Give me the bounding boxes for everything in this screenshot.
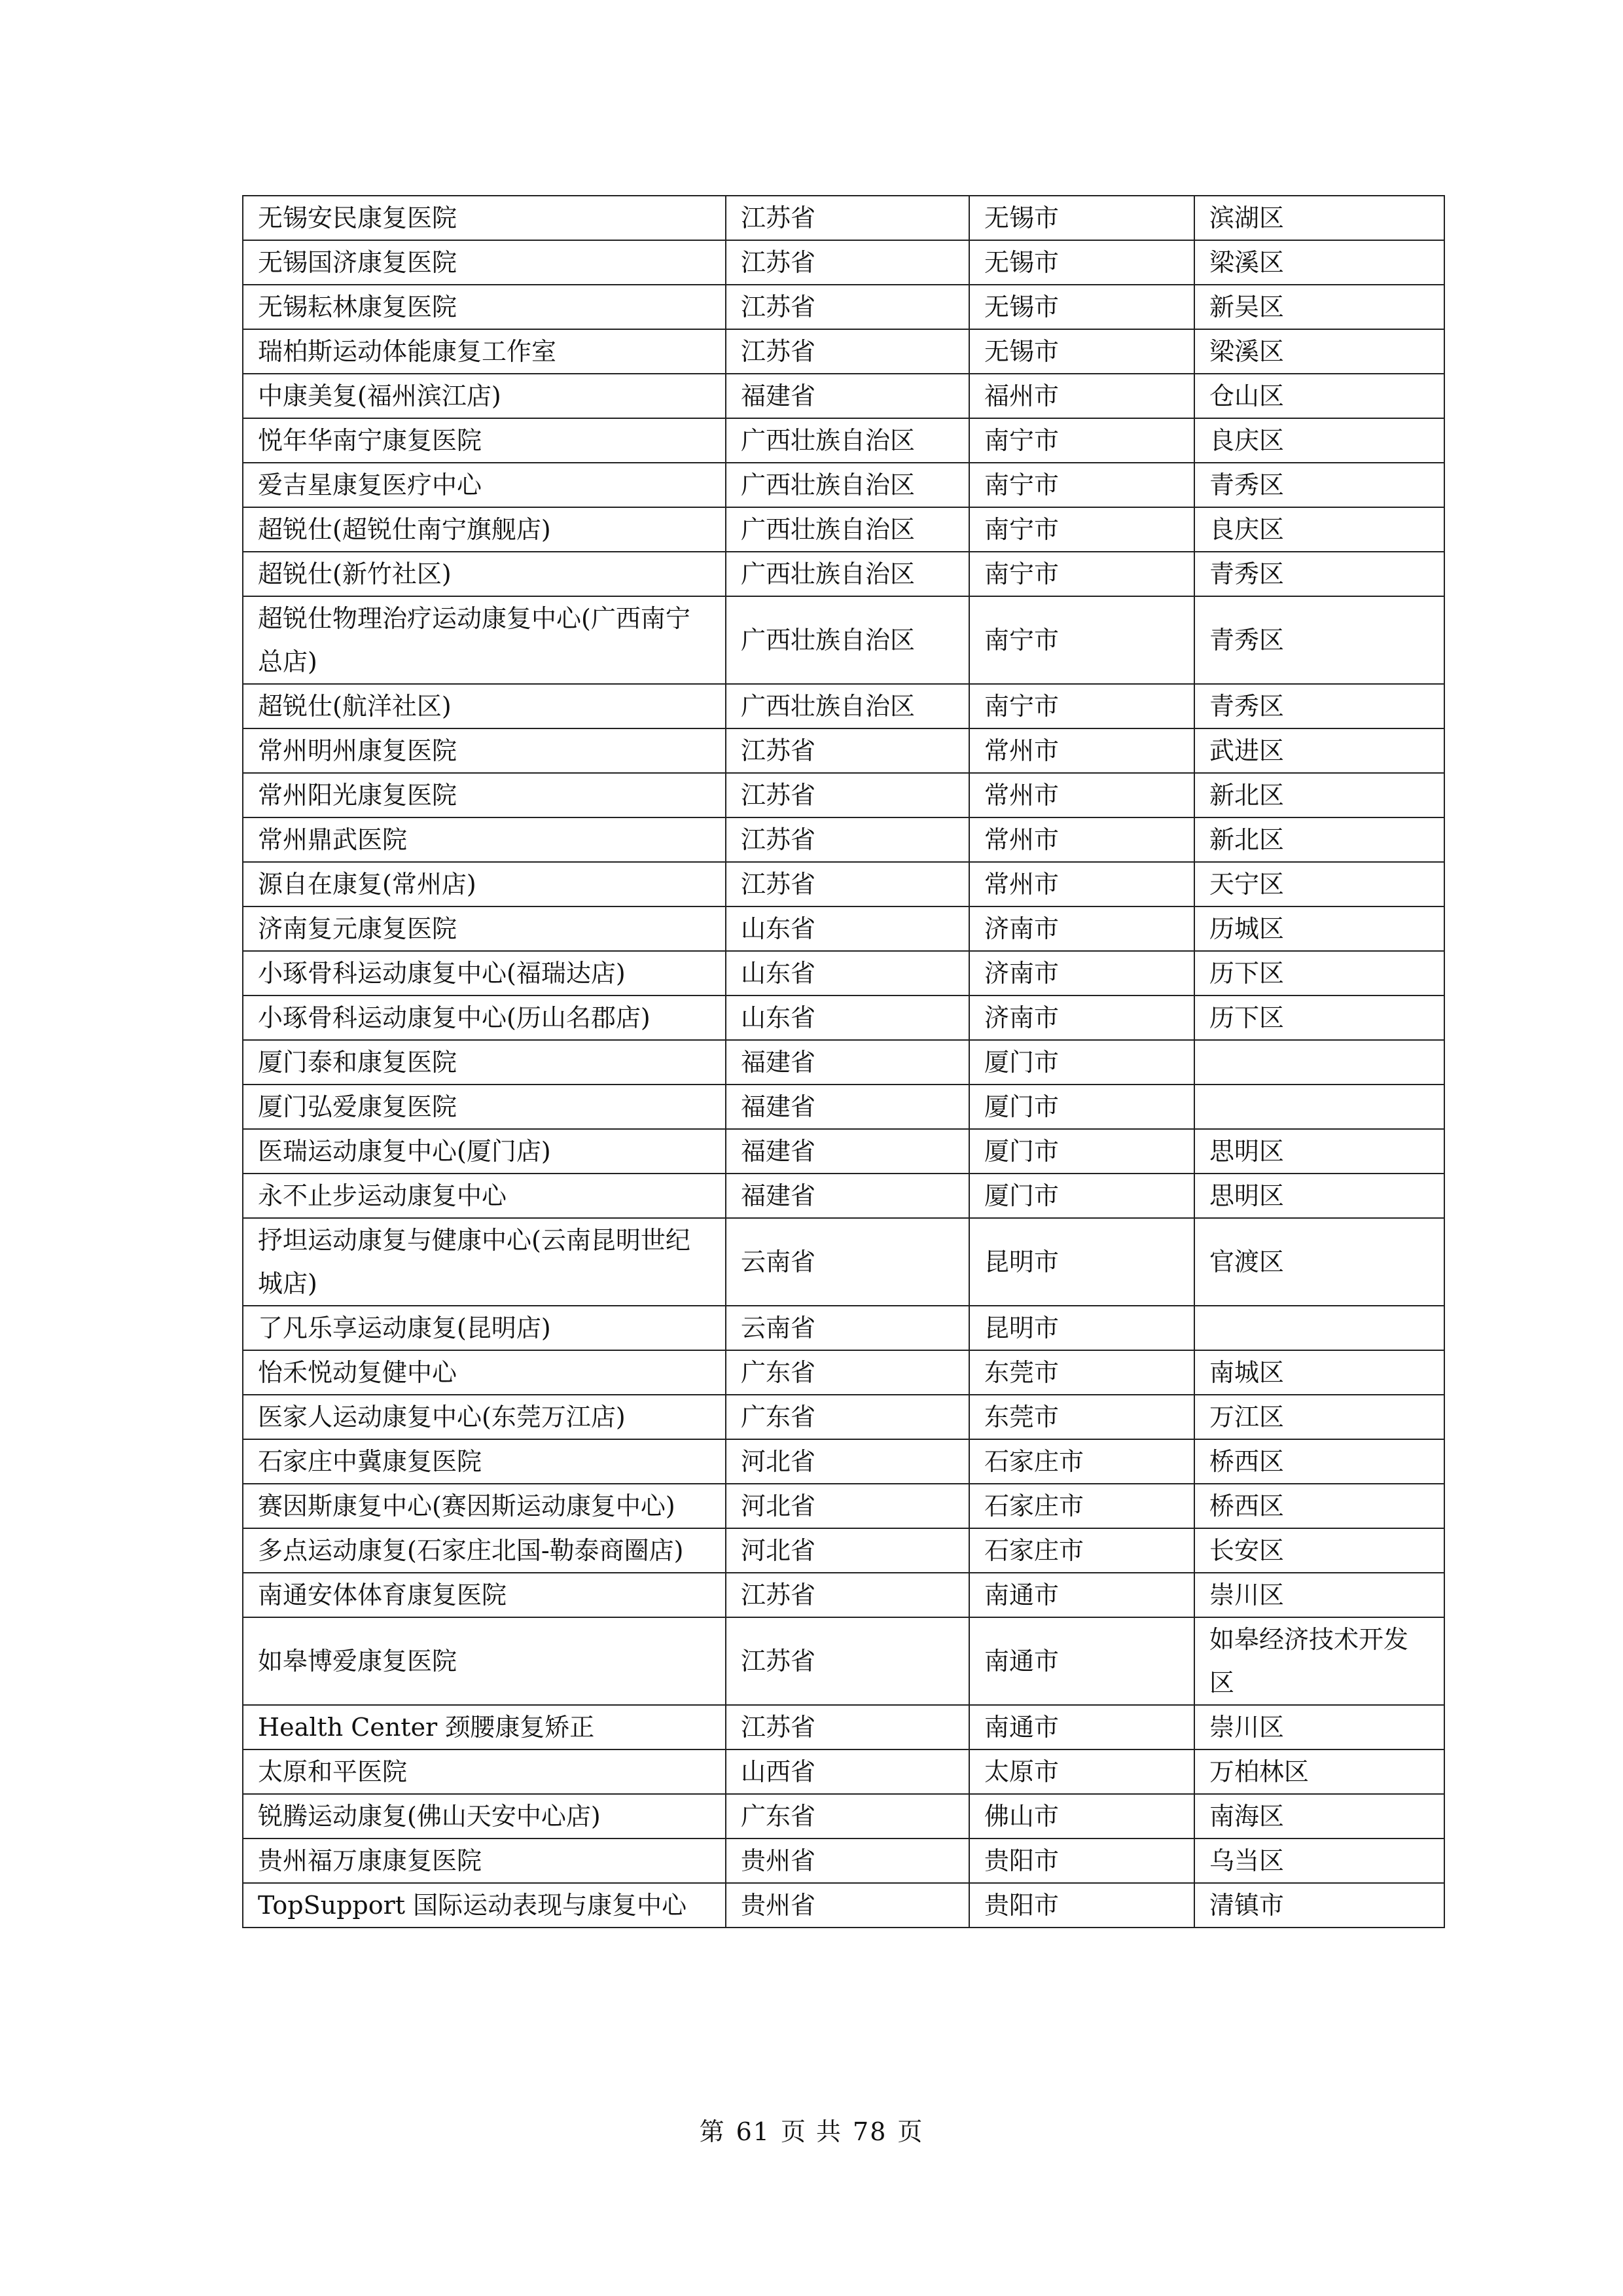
facility-name-cell: 医瑞运动康复中心(厦门店)	[243, 1129, 726, 1174]
city-cell: 南宁市	[969, 552, 1194, 596]
facility-name-cell: 超锐仕(新竹社区)	[243, 552, 726, 596]
province-cell: 山东省	[726, 951, 969, 996]
facility-name-cell: 太原和平医院	[243, 1749, 726, 1794]
table-row	[243, 951, 1444, 996]
city-cell: 南通市	[969, 1617, 1194, 1705]
district-cell: 天宁区	[1194, 862, 1444, 906]
table-row	[243, 1174, 1444, 1218]
province-cell: 贵州省	[726, 1839, 969, 1883]
table-row	[243, 285, 1444, 329]
city-cell: 贵阳市	[969, 1839, 1194, 1883]
district-cell: 万江区	[1194, 1395, 1444, 1439]
table-row	[243, 329, 1444, 374]
district-cell: 新北区	[1194, 817, 1444, 862]
table-row	[243, 996, 1444, 1040]
facility-name-cell: 悦年华南宁康复医院	[243, 418, 726, 463]
district-cell: 青秀区	[1194, 552, 1444, 596]
district-cell: 思明区	[1194, 1129, 1444, 1174]
district-cell: 青秀区	[1194, 596, 1444, 684]
table-row	[243, 1040, 1444, 1085]
facility-name-cell: 超锐仕(航洋社区)	[243, 684, 726, 728]
district-cell: 仓山区	[1194, 374, 1444, 418]
province-cell: 云南省	[726, 1218, 969, 1306]
table-row	[243, 1749, 1444, 1794]
table-row	[243, 552, 1444, 596]
city-cell: 济南市	[969, 951, 1194, 996]
district-cell: 新北区	[1194, 773, 1444, 817]
facility-table	[242, 195, 1445, 1928]
province-cell: 江苏省	[726, 329, 969, 374]
city-cell: 厦门市	[969, 1040, 1194, 1085]
city-cell: 石家庄市	[969, 1528, 1194, 1573]
city-cell: 厦门市	[969, 1085, 1194, 1129]
footer-suffix: 页	[897, 2117, 924, 2146]
district-cell: 滨湖区	[1194, 196, 1444, 240]
table-row	[243, 1395, 1444, 1439]
table-row	[243, 596, 1444, 684]
city-cell: 南宁市	[969, 684, 1194, 728]
province-cell: 江苏省	[726, 862, 969, 906]
city-cell: 石家庄市	[969, 1439, 1194, 1484]
table-row	[243, 196, 1444, 240]
district-cell: 梁溪区	[1194, 329, 1444, 374]
province-cell: 广东省	[726, 1395, 969, 1439]
facility-name-cell: 如皋博爱康复医院	[243, 1617, 726, 1705]
district-cell: 乌当区	[1194, 1839, 1444, 1883]
district-cell	[1194, 1040, 1444, 1085]
facility-name-cell: 医家人运动康复中心(东莞万江店)	[243, 1395, 726, 1439]
current-page-number: 61	[736, 2117, 770, 2146]
table-row	[243, 1839, 1444, 1883]
footer-middle: 页 共	[780, 2117, 843, 2146]
district-cell: 崇川区	[1194, 1573, 1444, 1617]
city-cell: 无锡市	[969, 285, 1194, 329]
city-cell: 福州市	[969, 374, 1194, 418]
facility-name-cell: 中康美复(福州滨江店)	[243, 374, 726, 418]
district-cell: 武进区	[1194, 728, 1444, 773]
city-cell: 常州市	[969, 728, 1194, 773]
city-cell: 济南市	[969, 996, 1194, 1040]
facility-name-cell: 常州阳光康复医院	[243, 773, 726, 817]
province-cell: 广东省	[726, 1794, 969, 1839]
district-cell	[1194, 1306, 1444, 1350]
province-cell: 江苏省	[726, 728, 969, 773]
province-cell: 江苏省	[726, 1617, 969, 1705]
facility-name-cell: 小琢骨科运动康复中心(历山名郡店)	[243, 996, 726, 1040]
province-cell: 河北省	[726, 1484, 969, 1528]
district-cell: 思明区	[1194, 1174, 1444, 1218]
district-cell: 万柏林区	[1194, 1749, 1444, 1794]
district-cell: 崇川区	[1194, 1705, 1444, 1749]
facility-name-cell: 南通安体体育康复医院	[243, 1573, 726, 1617]
table-row	[243, 1350, 1444, 1395]
city-cell: 常州市	[969, 862, 1194, 906]
table-row	[243, 1439, 1444, 1484]
facility-name-cell: 超锐仕物理治疗运动康复中心(广西南宁总店)	[243, 596, 726, 684]
table-row	[243, 1883, 1444, 1928]
city-cell: 贵阳市	[969, 1883, 1194, 1928]
district-cell: 梁溪区	[1194, 240, 1444, 285]
facility-name-cell: 厦门泰和康复医院	[243, 1040, 726, 1085]
facility-name-cell: 无锡耘林康复医院	[243, 285, 726, 329]
district-cell: 南海区	[1194, 1794, 1444, 1839]
table-row	[243, 507, 1444, 552]
district-cell: 良庆区	[1194, 507, 1444, 552]
province-cell: 江苏省	[726, 285, 969, 329]
district-cell: 清镇市	[1194, 1883, 1444, 1928]
city-cell: 厦门市	[969, 1129, 1194, 1174]
facility-table-body	[243, 196, 1444, 1928]
province-cell: 江苏省	[726, 196, 969, 240]
facility-name-cell: 瑞柏斯运动体能康复工作室	[243, 329, 726, 374]
district-cell: 历城区	[1194, 906, 1444, 951]
province-cell: 广西壮族自治区	[726, 463, 969, 507]
table-row	[243, 418, 1444, 463]
table-row	[243, 1218, 1444, 1306]
facility-name-cell: 厦门弘爱康复医院	[243, 1085, 726, 1129]
district-cell: 历下区	[1194, 951, 1444, 996]
facility-name-cell: 常州明州康复医院	[243, 728, 726, 773]
province-cell: 云南省	[726, 1306, 969, 1350]
district-cell: 官渡区	[1194, 1218, 1444, 1306]
province-cell: 江苏省	[726, 1705, 969, 1749]
city-cell: 石家庄市	[969, 1484, 1194, 1528]
province-cell: 河北省	[726, 1528, 969, 1573]
province-cell: 江苏省	[726, 240, 969, 285]
province-cell: 山东省	[726, 906, 969, 951]
province-cell: 广东省	[726, 1350, 969, 1395]
city-cell: 南通市	[969, 1573, 1194, 1617]
city-cell: 南通市	[969, 1705, 1194, 1749]
facility-name-cell: 小琢骨科运动康复中心(福瑞达店)	[243, 951, 726, 996]
province-cell: 福建省	[726, 1085, 969, 1129]
province-cell: 广西壮族自治区	[726, 507, 969, 552]
district-cell: 青秀区	[1194, 463, 1444, 507]
facility-name-cell: 常州鼎武医院	[243, 817, 726, 862]
table-row	[243, 1617, 1444, 1705]
province-cell: 福建省	[726, 1040, 969, 1085]
city-cell: 昆明市	[969, 1218, 1194, 1306]
province-cell: 福建省	[726, 1174, 969, 1218]
table-row	[243, 1306, 1444, 1350]
table-row	[243, 1129, 1444, 1174]
facility-name-cell: TopSupport 国际运动表现与康复中心	[243, 1883, 726, 1928]
footer-prefix: 第	[699, 2117, 726, 2146]
city-cell: 无锡市	[969, 329, 1194, 374]
facility-name-cell: 赛因斯康复中心(赛因斯运动康复中心)	[243, 1484, 726, 1528]
facility-name-cell: 超锐仕(超锐仕南宁旗舰店)	[243, 507, 726, 552]
facility-name-cell: 无锡国济康复医院	[243, 240, 726, 285]
district-cell: 如皋经济技术开发区	[1194, 1617, 1444, 1705]
facility-name-cell: Health Center 颈腰康复矫正	[243, 1705, 726, 1749]
table-row	[243, 684, 1444, 728]
province-cell: 山东省	[726, 996, 969, 1040]
district-cell: 青秀区	[1194, 684, 1444, 728]
table-row	[243, 1794, 1444, 1839]
district-cell: 桥西区	[1194, 1439, 1444, 1484]
facility-name-cell: 怡禾悦动复健中心	[243, 1350, 726, 1395]
facility-name-cell: 永不止步运动康复中心	[243, 1174, 726, 1218]
table-row	[243, 240, 1444, 285]
district-cell: 桥西区	[1194, 1484, 1444, 1528]
city-cell: 无锡市	[969, 240, 1194, 285]
province-cell: 广西壮族自治区	[726, 418, 969, 463]
district-cell: 南城区	[1194, 1350, 1444, 1395]
table-row	[243, 1705, 1444, 1749]
province-cell: 贵州省	[726, 1883, 969, 1928]
province-cell: 江苏省	[726, 1573, 969, 1617]
province-cell: 广西壮族自治区	[726, 552, 969, 596]
province-cell: 广西壮族自治区	[726, 684, 969, 728]
city-cell: 无锡市	[969, 196, 1194, 240]
total-page-number: 78	[853, 2117, 887, 2146]
district-cell: 新吴区	[1194, 285, 1444, 329]
table-row	[243, 463, 1444, 507]
page-footer	[0, 2111, 1623, 2147]
facility-name-cell: 爱吉星康复医疗中心	[243, 463, 726, 507]
facility-name-cell: 了凡乐享运动康复(昆明店)	[243, 1306, 726, 1350]
facility-name-cell: 多点运动康复(石家庄北国-勒泰商圈店)	[243, 1528, 726, 1573]
facility-name-cell: 贵州福万康康复医院	[243, 1839, 726, 1883]
district-cell	[1194, 1085, 1444, 1129]
city-cell: 昆明市	[969, 1306, 1194, 1350]
district-cell: 历下区	[1194, 996, 1444, 1040]
facility-name-cell: 抒坦运动康复与健康中心(云南昆明世纪城店)	[243, 1218, 726, 1306]
province-cell: 福建省	[726, 374, 969, 418]
city-cell: 南宁市	[969, 596, 1194, 684]
province-cell: 山西省	[726, 1749, 969, 1794]
district-cell: 长安区	[1194, 1528, 1444, 1573]
facility-name-cell: 源自在康复(常州店)	[243, 862, 726, 906]
table-row	[243, 1528, 1444, 1573]
table-row	[243, 1484, 1444, 1528]
table-row	[243, 728, 1444, 773]
province-cell: 河北省	[726, 1439, 969, 1484]
facility-name-cell: 石家庄中冀康复医院	[243, 1439, 726, 1484]
table-row	[243, 773, 1444, 817]
city-cell: 南宁市	[969, 507, 1194, 552]
city-cell: 东莞市	[969, 1395, 1194, 1439]
facility-name-cell: 无锡安民康复医院	[243, 196, 726, 240]
district-cell: 良庆区	[1194, 418, 1444, 463]
table-row	[243, 862, 1444, 906]
table-row	[243, 906, 1444, 951]
city-cell: 佛山市	[969, 1794, 1194, 1839]
province-cell: 广西壮族自治区	[726, 596, 969, 684]
facility-name-cell: 锐腾运动康复(佛山天安中心店)	[243, 1794, 726, 1839]
city-cell: 南宁市	[969, 418, 1194, 463]
city-cell: 常州市	[969, 817, 1194, 862]
city-cell: 常州市	[969, 773, 1194, 817]
city-cell: 南宁市	[969, 463, 1194, 507]
table-row	[243, 1573, 1444, 1617]
city-cell: 厦门市	[969, 1174, 1194, 1218]
city-cell: 济南市	[969, 906, 1194, 951]
table-row	[243, 1085, 1444, 1129]
province-cell: 福建省	[726, 1129, 969, 1174]
city-cell: 太原市	[969, 1749, 1194, 1794]
province-cell: 江苏省	[726, 773, 969, 817]
table-row	[243, 817, 1444, 862]
city-cell: 东莞市	[969, 1350, 1194, 1395]
province-cell: 江苏省	[726, 817, 969, 862]
table-row	[243, 374, 1444, 418]
facility-name-cell: 济南复元康复医院	[243, 906, 726, 951]
